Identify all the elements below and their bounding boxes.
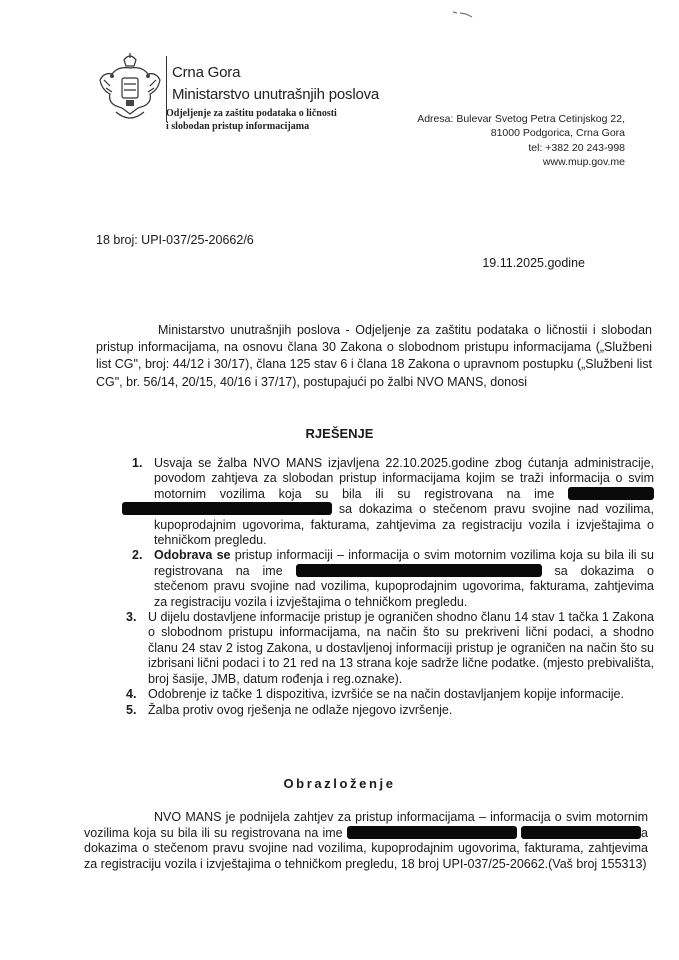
reasoning-text: a dokazima o stečenom pravu svojine nad vozilima, kupoprodajnim ugovorima, fakturama, zahtjevima za registraciju vozila i izvještajima o tehničkom pregledu, 18 broj UPI-037/25-20662.(Vaš broj 155313): [84, 825, 648, 871]
address-website: www.mup.gov.me: [542, 155, 625, 168]
reasoning-paragraph: [84, 810, 648, 872]
address-block: [417, 112, 625, 169]
item-number: 1.: [132, 456, 143, 470]
item-text: Žalba protiv ovog rješenja ne odlaže njegovo izvršenje.: [148, 702, 453, 717]
document-date: 19.11.2025.godine: [482, 256, 585, 270]
item-text: sa dokazima o stečenom pravu svojine nad vozilima, kupoprodajnim ugovorima, fakturama, zahtjevima za registraciju vozila i izvještajima o tehničkom pregledu.: [154, 502, 654, 548]
item-number: 2.: [132, 548, 143, 563]
redaction-bar: [521, 826, 641, 839]
department-line-1: Odjeljenje za zaštitu podataka o ličnosti: [166, 108, 337, 119]
department-name: [166, 107, 337, 133]
item-text: pristup informaciji – informacija o svim motornim vozilima koja su bila ili su registrovana na ime: [154, 548, 654, 578]
item-number: 3.: [126, 610, 137, 625]
address-city: 81000 Podgorica, Crna Gora: [490, 127, 625, 140]
intro-paragraph: Ministarstvo unutrašnjih poslova - Odjeljenje za zaštitu podataka o ličnostii i slobodan pristup informacijama, na osnovu člana 30 Zakona o slobodnom pristupu informacijama („Službeni list CG", broj: 44/12 i 30/17), člana 125 stav 6 i člana 18 Zakona o upravnom postupku („Službeni list CG", br. 56/14, 20/15, 40/16 i 37/17), postupajući po žalbi NVO MANS, donosi: [96, 323, 652, 389]
montenegro-coat-of-arms-icon: [96, 52, 164, 124]
item-text: sa dokazima o stečenom pravu svojine nad vozilima, kupoprodajnim ugovorima, fakturama, zahtjevima za registraciju vozila i izvještajima o tehničkom pregledu.: [154, 563, 654, 609]
redaction-bar: [296, 564, 542, 577]
reasoning-title: Obrazloženje: [283, 776, 396, 791]
address-phone: tel: +382 20 243-998: [528, 141, 625, 154]
redaction-bar: [568, 487, 654, 500]
decision-item-5: [122, 703, 654, 718]
pen-mark: [452, 10, 478, 18]
ministry-name: Ministarstvo unutrašnjih poslova: [172, 86, 380, 103]
reasoning-text: NVO MANS je podnijela zahtjev za pristup informacijama – informacija o svim motornim vozilima koja su bila ili su registrovana na ime: [84, 810, 648, 840]
item-number: 4.: [126, 687, 137, 702]
item-text: Odobrenje iz tačke 1 dispozitiva, izvršiće se na način dostavljanjem kopije informacije.: [148, 687, 624, 702]
decision-item-3: [122, 610, 654, 687]
reference-number: 18 broj: UPI-037/25-20662/6: [96, 233, 254, 247]
decision-title: RJEŠENJE: [305, 426, 374, 441]
department-line-2: i slobodan pristup informacijama: [166, 121, 310, 132]
item-bold-lead: Odobrava se: [154, 548, 231, 563]
item-number: 5.: [126, 702, 137, 717]
decision-items: [122, 456, 654, 718]
redaction-bar: [347, 826, 517, 839]
item-text: U dijelu dostavljene informacije pristup je ograničen shodno članu 14 stav 1 tačka 1 Zakona o slobodnom pristupu informacijama, na način što su prekriveni lični podaci, a shodno članu 24 stav 2 istog Zakona, u dostavljenoj informaciji pristup je ograničen na način što su izbrisani lični podaci i to 21 red na 13 strana koje sadrže lične podatke. (mjesto prebivališta, broj šasije, JMB, datum rođenja i reg.oznake).: [148, 610, 654, 686]
country-name: Crna Gora: [172, 64, 241, 81]
decision-item-1: [122, 456, 654, 548]
decision-item-2: [122, 548, 654, 610]
redaction-bar: [122, 502, 332, 515]
address-street: Adresa: Bulevar Svetog Petra Cetinjskog 22,: [417, 113, 625, 125]
decision-item-4: [122, 687, 654, 702]
item-text: Usvaja se žalba NVO MANS izjavljena 22.10.2025.godine zbog ćutanja administracije, povodom zahtjeva za slobodan pristup informacijama kojim se traži informacija o svim motornim vozilima koja su bila ili su registrovana na ime: [154, 456, 654, 501]
